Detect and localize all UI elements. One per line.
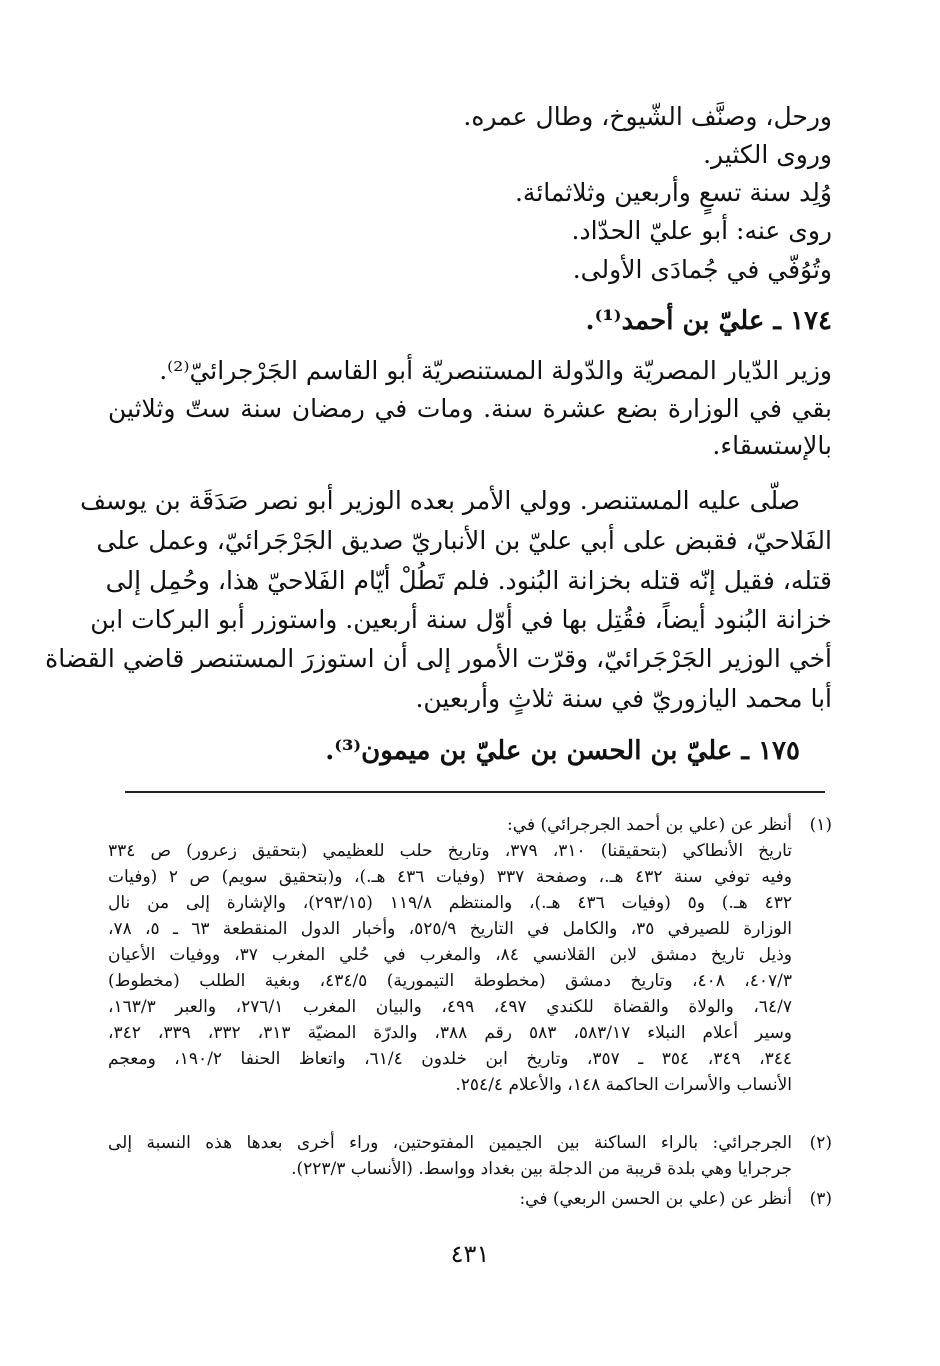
footnote-line: ٦٤/٧، والولاة والقضاة للكندي ٤٩٧، ٤٩٩، والبيان المغرب ٢٧٦/١، والعبر ١٦٣/٣، [108, 997, 792, 1017]
body-line: أخي الوزير الجَرْجَرائيّ، وقرّت الأمور إلى أن استوزرَ المستنصر قاضي القضاة [45, 644, 832, 673]
footnote-line: أنظر عن (علي بن أحمد الجرجرائي) في: [507, 815, 792, 835]
footnote-line: أنظر عن (علي بن الحسن الربعي) في: [519, 1189, 792, 1209]
footnote-line: ٣٤٤، ٣٤٩، ٣٥٤ ـ ٣٥٧، وتاريخ ابن خلدون ٦١/٤، واتعاظ الحنفا ١٩٠/٢، ومعجم [108, 1049, 793, 1069]
footnote-line: وفيه توفي سنة ٤٣٢ هـ.، وصفحة ٣٣٧ (وفيات ٤٣٦ هـ.)، و(بتحقيق سويم) ص ٢ (وفيات [108, 867, 793, 887]
entry-heading-174: ١٧٤ ـ عليّ بن أحمد⁽¹⁾. [585, 306, 832, 336]
footnote-line: ٤٠٧/٣، ٤٠٨، وتاريخ دمشق (مخطوطة التيمورية) ٤٣٤/٥، وبغية الطلب (مخطوط) [108, 971, 793, 991]
paragraph-first-line: صلّى عليه المستنصر. وولي الأمر بعده الوزير أبو نصر صَدَقَة بن يوسف [80, 486, 800, 515]
footnote-line: الأنساب والأسرات الحاكمة ١٤٨، والأعلام ٢٥٤/٤. [455, 1075, 792, 1095]
body-line: بقي في الوزارة بضع عشرة سنة. ومات في رمضان سنة ستّ وثلاثين [108, 394, 832, 423]
footnote-line: الوزارة للصيرفي ٣٥، والكامل في التاريخ ٥٢٥/٩، وأخبار الدول المنقطعة ٦٣ ـ ٥، ٧٨، [108, 919, 793, 939]
footnote-line: جرجرايا وهي بلدة قريبة من الدجلة بين بغداد وواسط. (الأنساب ٢٢٣/٣). [291, 1159, 792, 1179]
footnote-line: وذيل تاريخ دمشق لابن القلانسي ٨٤، والمغرب في حُلي المغرب ٣٧، ووفيات الأعيان [108, 945, 792, 965]
body-line: أبا محمد اليازوريّ في سنة ثلاثٍ وأربعين. [415, 684, 832, 713]
body-line: خزانة البُنود أيضاً، فقُتِل بها في أوّل سنة أربعين. واستوزر أبو البركات ابن [90, 605, 832, 634]
footnote-separator [125, 791, 825, 793]
footnote-line: تاريخ الأنطاكي (بتحقيقنا) ٣١٠، ٣٧٩، وتاريخ حلب للعظيمي (بتحقيق زعرور) ص ٣٣٤ [108, 841, 792, 861]
footnote-number: (٣) [809, 1189, 832, 1209]
footnote-number: (٢) [809, 1133, 832, 1153]
body-line: وتُوُفّي في جُمادَى الأولى. [572, 255, 832, 284]
footnote-line: ٤٣٢ هـ.) و٥ (وفيات ٤٣٦ هـ.)، والمنتظم ١١٩/٨ (٢٩٣/١٥)، والإشارة إلى من نال [108, 893, 792, 913]
page-number: ٤٣١ [450, 1240, 490, 1268]
body-line: روى عنه: أبو عليّ الحدّاد. [571, 216, 832, 245]
body-line: وروى الكثير. [703, 140, 832, 169]
footnote-line: وسير أعلام النبلاء ٥٨٣/١٧، ٥٨٣ رقم ٣٨٨، والدرّة المضيّة ٣١٣، ٣٣٢، ٣٣٩، ٣٤٢، [108, 1023, 793, 1043]
entry-heading-175: ١٧٥ ـ عليّ بن الحسن بن عليّ بن ميمون⁽³⁾. [325, 736, 800, 766]
body-line: قتله، فقيل إنّه قتله بخزانة البُنود. فلم تَطُلْ أيّام الفَلاحيّ هذا، وحُمِل إلى [105, 566, 832, 595]
body-line: وزير الدّيار المصريّة والدّولة المستنصريّة أبو القاسم الجَرْجرائيّ⁽²⁾. [159, 356, 832, 385]
body-line: الفَلاحيّ، فقبض على أبي عليّ بن الأنباريّ صديق الجَرْجَرائيّ، وعمل على [96, 526, 832, 555]
footnote-number: (١) [809, 815, 832, 835]
body-line: وُلِد سنة تسعٍ وأربعين وثلاثمائة. [514, 178, 832, 207]
body-line: بالإستسقاء. [712, 431, 832, 460]
footnote-line: الجرجرائي: بالراء الساكنة بين الجيمين المفتوحتين، وراء أخرى بعدها هذه النسبة إلى [108, 1133, 792, 1153]
body-line: ورحل، وصنَّف الشّيوخ، وطال عمره. [463, 102, 832, 131]
